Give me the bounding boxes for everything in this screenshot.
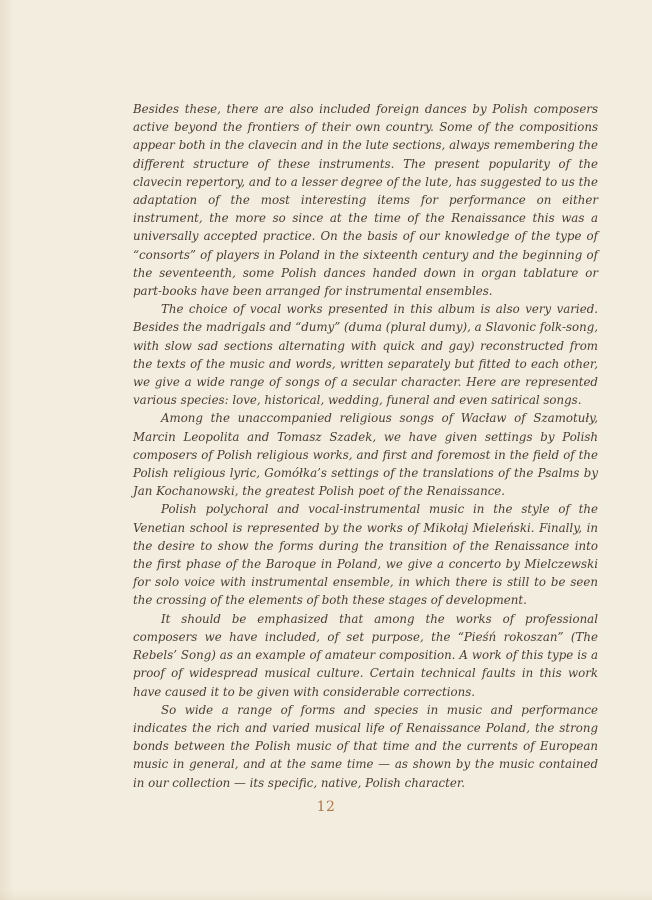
- paragraph-conclusion: So wide a range of forms and species in music and performance indicates the rich and varied musical life of Renaissance Poland, the strong bonds between the Polish music of that time and the currents of European music in general, and at the same time — as shown by the music contained in our collection — its specific, native, Polish character.: [133, 702, 598, 790]
- paragraph-vocal-works: The choice of vocal works presented in this album is also very varied. Besides the madrigals and “dumy” (duma (plural dumy), a Slavonic folk-song, with slow sad sections alternating with quick and gay) reconstructed from the texts of the music and words, written separately but fitted to each other, we give a wide range of songs of a secular character. Here are represented various species: love, historical, wedding, funeral and even satirical songs.: [133, 302, 598, 408]
- paragraph-polychoral-music: Polish polychoral and vocal-instrumental music in the style of the Venetian school is represented by the works of Mikołaj Mieleński. Finally, in the desire to show the forms during the transition of the Renaissance into the first phase of the Baroque in Poland, we give a concerto by Mielczewski for solo voice with instrumental ensemble, in which there is still to be seen the crossing of the elements of both these stages of development.: [133, 502, 598, 608]
- paragraph-foreign-dances: Besides these, there are also included foreign dances by Polish composers active beyond the frontiers of their own country. Some of the compositions appear both in the clavecin and in the lute sections, always remembering the different structure of these instruments. The present popularity of the clavecin repertory, and to a lesser degree of the lute, has suggested to us the adaptation of the most interesting items for performance on either instrument, the more so since at the time of the Renaissance this was a universally accepted practice. On the basis of our knowledge of the type of “consorts” of players in Poland in the sixteenth century and the beginning of the seventeenth, some Polish dances handed down in organ tablature or part-books have been arranged for instrumental ensembles.: [133, 102, 598, 299]
- paragraph-religious-songs: Among the unaccompanied religious songs of Wacław of Szamotuły, Marcin Leopolita and Tomasz Szadek, we have given settings by Polish composers of Polish religious works, and first and foremost in the field of the Polish religious lyric, Gomółka’s settings of the translations of the Psalms by Jan Kochanowski, the greatest Polish poet of the Renaissance.: [133, 411, 598, 499]
- body-text: [133, 100, 598, 792]
- paragraph-amateur-composition: It should be emphasized that among the works of professional composers we have included, of set purpose, the “Pieśń rokoszan” (The Rebels’ Song) as an example of amateur composition. A work of this type is a proof of widespread musical culture. Certain technical faults in this work have caused it to be given with considerable corrections.: [133, 611, 598, 699]
- page-number: 12: [316, 799, 336, 815]
